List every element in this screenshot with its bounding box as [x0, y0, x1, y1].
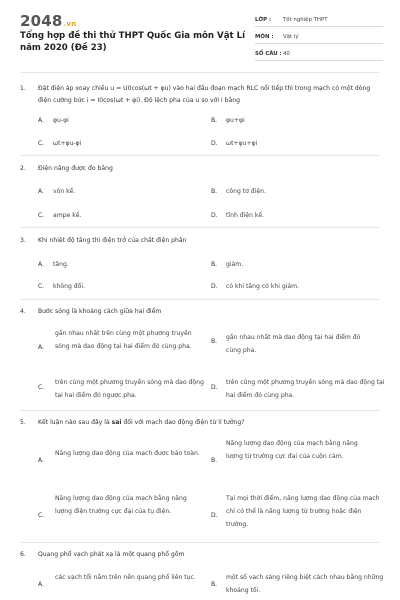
question-2 — [20, 163, 385, 228]
question-6 — [20, 549, 385, 600]
option-letter[interactable]: B. — [211, 188, 218, 195]
option-letter[interactable]: C. — [38, 384, 45, 391]
divider — [20, 542, 380, 543]
logo-suffix: .vn — [63, 20, 77, 28]
meta-value: Vật lý — [283, 34, 299, 40]
option-text[interactable]: gần nhau nhất trên cùng một phương truyền sóng mà dao động tại hai điểm đó cùng pha. — [55, 330, 192, 350]
header — [0, 0, 400, 72]
option-text[interactable]: có khi tăng có khi giảm. — [226, 283, 300, 290]
question-text: Bước sóng là khoảng cách giữa hai điểm — [38, 308, 162, 315]
option-letter[interactable]: A. — [38, 188, 44, 195]
meta-key: LỚP : — [255, 17, 272, 23]
option-text[interactable]: trên cùng một phương truyền sóng mà dao động tại hai điểm đó ngược pha. — [55, 379, 204, 399]
option-text[interactable]: gần nhau nhất mà dao động tại hai điểm đó cùng pha. — [226, 334, 361, 354]
question-text-emphasis: sai — [111, 419, 122, 426]
question-text — [38, 417, 383, 429]
page-title: Tổng hợp đề thi thử THPT Quốc Gia môn Vật Lí năm 2020 (Đề 23) — [20, 31, 246, 53]
option-letter[interactable]: D. — [211, 212, 218, 219]
option-letter[interactable]: A. — [38, 457, 44, 464]
question-number: 6. — [20, 551, 26, 558]
question-text-before: Kết luận nào sau đây là — [38, 419, 112, 426]
question-4 — [20, 306, 385, 411]
option-letter[interactable]: C. — [38, 212, 45, 219]
question-3 — [20, 235, 385, 300]
question-number: 4. — [20, 308, 26, 315]
question-1 — [20, 83, 385, 163]
meta-row-subject — [255, 31, 383, 44]
option-letter[interactable]: B. — [211, 581, 218, 588]
option-letter[interactable]: C. — [38, 140, 45, 147]
question-text-after: đối với mạch dao động điện từ lí tưởng? — [121, 419, 245, 426]
option-text[interactable]: tăng. — [53, 261, 69, 268]
option-letter[interactable]: D. — [211, 384, 218, 391]
option-letter[interactable]: B. — [211, 261, 218, 268]
option-text[interactable]: công tơ điện. — [226, 188, 266, 195]
option-letter[interactable]: B. — [211, 117, 218, 124]
question-text: Quang phổ vạch phát xạ là một quang phổ gồm — [38, 551, 185, 558]
option-text[interactable]: ωt+φu+φi — [226, 140, 258, 147]
option-text[interactable]: một số vạch sáng riêng biệt cách nhau bằng những khoảng tối. — [226, 574, 384, 594]
question-number: 3. — [20, 237, 26, 244]
option-text[interactable]: trên cùng một phương truyền sóng mà dao động tại hai điểm đó cùng pha. — [226, 379, 385, 399]
question-text: Đặt điện áp xoay chiều u = U0cos(ωt + φu) vào hai đầu đoạn mạch RLC nối tiếp thì trong mạch có một dòng điện cường bức i = I0cos(ωt + φi). Độ lệch pha của u so với i bằng — [38, 85, 371, 104]
option-text[interactable]: Năng lượng dao động của mạch bằng năng lượng từ trường cực đại của cuộn cảm. — [226, 440, 358, 460]
option-letter[interactable]: C. — [38, 283, 45, 290]
option-letter[interactable]: D. — [211, 283, 218, 290]
divider — [20, 227, 380, 228]
question-text: Điện năng được đo bằng — [38, 165, 113, 172]
logo-main: 2048 — [20, 12, 63, 30]
divider — [20, 299, 380, 300]
meta-value: 40 — [283, 51, 290, 57]
option-letter[interactable]: A. — [38, 117, 44, 124]
option-text[interactable]: φu+φi — [226, 117, 245, 124]
exam-meta — [255, 14, 383, 65]
question-text: Khi nhiệt độ tăng thì điện trở của chất điện phân — [38, 237, 187, 244]
option-text[interactable]: giảm. — [226, 261, 244, 268]
meta-value: Tốt nghiệp THPT — [283, 17, 328, 23]
option-letter[interactable]: B. — [211, 457, 218, 464]
option-text[interactable]: không đổi. — [53, 283, 86, 290]
meta-key: SỐ CÂU : — [255, 51, 282, 57]
option-letter[interactable]: A. — [38, 581, 44, 588]
option-text[interactable]: tĩnh điện kế. — [226, 212, 265, 219]
meta-row-class — [255, 14, 383, 27]
option-letter[interactable]: D. — [211, 140, 218, 147]
option-letter[interactable]: C. — [38, 512, 45, 519]
divider — [20, 155, 380, 156]
option-text[interactable]: Tại mọi thời điểm, năng lượng dao động của mạch chỉ có thể là năng lượng từ trường hoặc điện trường. — [226, 495, 380, 528]
option-letter[interactable]: B. — [211, 338, 218, 345]
divider — [20, 72, 380, 73]
option-text[interactable]: các vạch tối nằm trên nền quang phổ liên tục. — [55, 574, 196, 581]
question-5 — [20, 417, 385, 542]
question-number: 2. — [20, 165, 26, 172]
option-text[interactable]: vôn kế. — [53, 188, 76, 195]
question-number: 5. — [20, 419, 26, 426]
meta-row-count — [255, 48, 383, 61]
option-text[interactable]: φu-φi — [53, 117, 69, 124]
divider — [20, 410, 380, 411]
option-text[interactable]: ampe kế. — [53, 212, 82, 219]
question-number: 1. — [20, 85, 26, 92]
option-letter[interactable]: D. — [211, 512, 218, 519]
option-text[interactable]: Năng lượng dao động của mạch bằng năng lượng điện trường cực đại của tụ điện. — [55, 495, 187, 515]
option-text[interactable]: ωt+φu-φi — [53, 140, 82, 147]
option-letter[interactable]: A. — [38, 344, 44, 351]
meta-key: MÔN : — [255, 34, 274, 40]
option-letter[interactable]: A. — [38, 261, 44, 268]
logo[interactable] — [20, 12, 76, 30]
option-text[interactable]: Năng lượng dao động của mạch được bảo toàn. — [55, 450, 200, 457]
